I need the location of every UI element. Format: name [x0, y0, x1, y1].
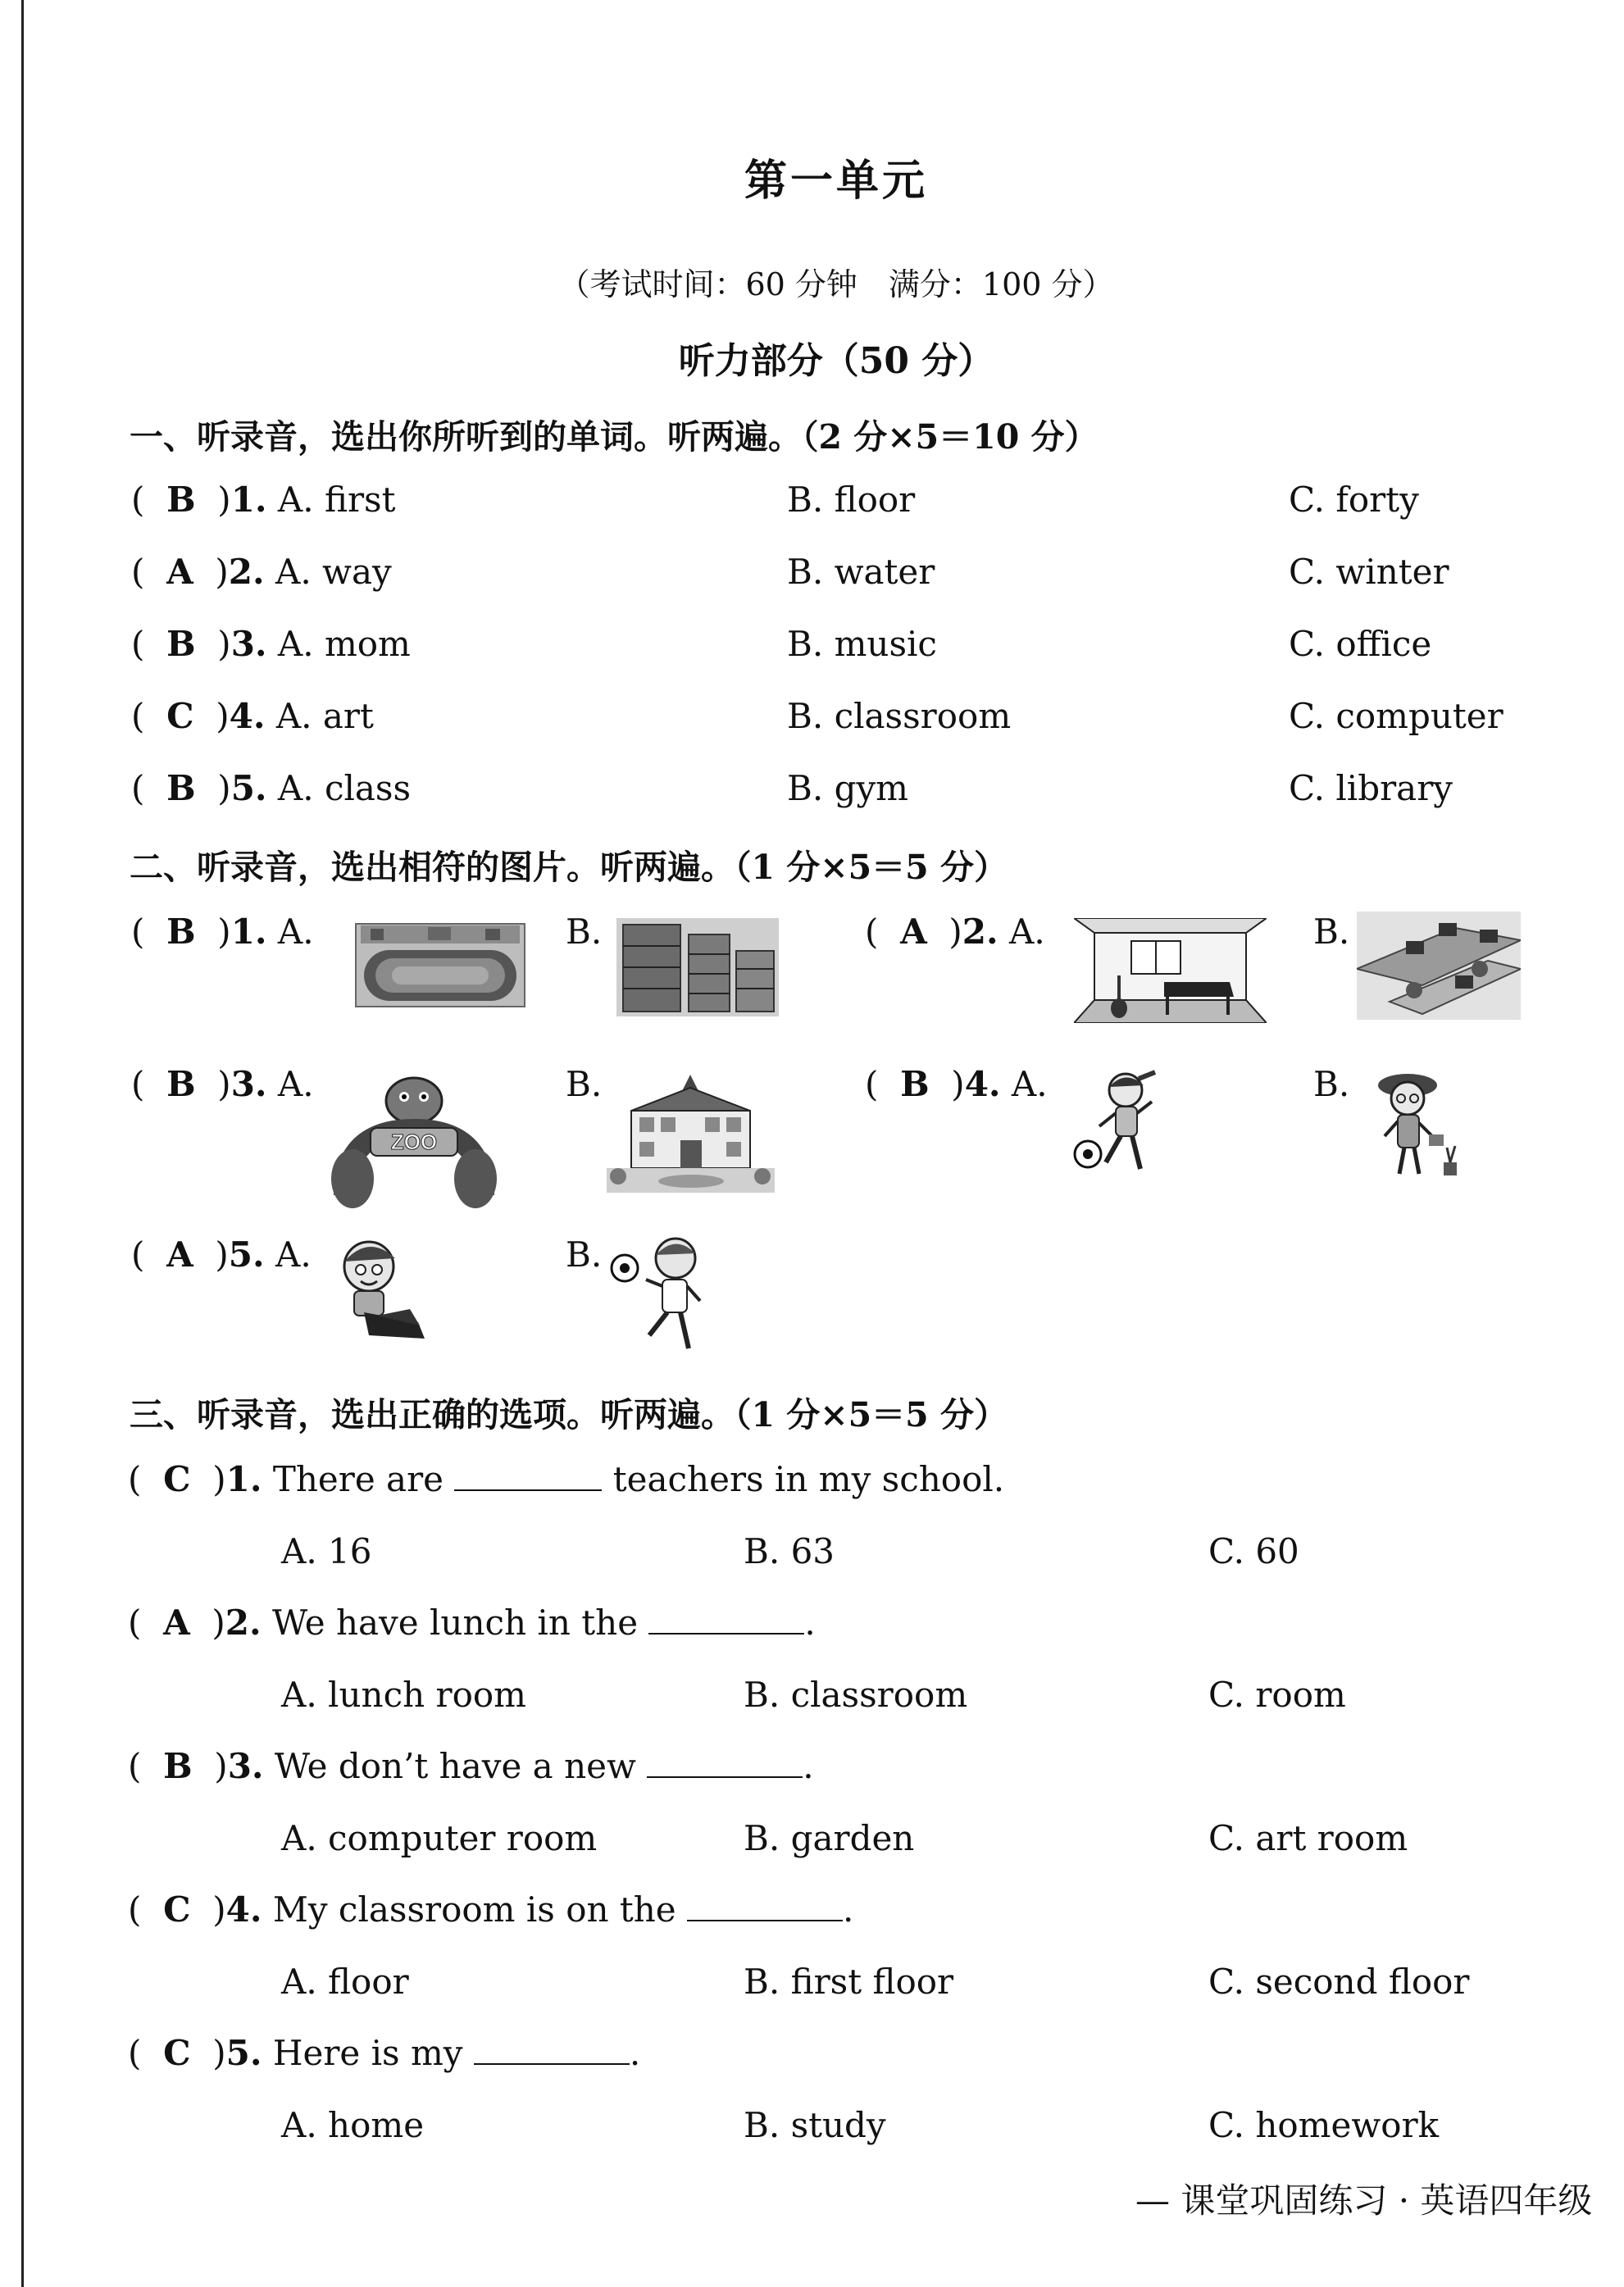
- option-a: A. home: [281, 2105, 425, 2145]
- option-c: C. computer: [1289, 696, 1503, 736]
- question-line: ( B )3. We don’t have a new .: [128, 1746, 814, 1786]
- option-c: C. library: [1289, 768, 1453, 808]
- question-number: 4.: [225, 1889, 262, 1930]
- section2-heading: 二、听录音，选出相符的图片。听两遍。（1 分×5＝5 分）: [130, 848, 1008, 887]
- question-stem-end: .: [803, 1746, 814, 1786]
- option-a-label: A.: [1009, 912, 1045, 952]
- zoo-sign-text: ZOO: [390, 1130, 438, 1154]
- answer: A: [163, 1603, 190, 1643]
- question-number: 5.: [230, 768, 267, 808]
- option-c: C. office: [1289, 624, 1432, 664]
- music-room-image: [1074, 918, 1267, 1023]
- option-a: A. class: [277, 768, 412, 808]
- running-track-image: [354, 922, 526, 1008]
- question-stem: Here is my: [272, 2033, 463, 2073]
- option-a: A. first: [277, 480, 396, 520]
- question-stem: We don’t have a new: [274, 1746, 636, 1786]
- option-c: C. homework: [1208, 2105, 1440, 2145]
- question-number: 3.: [227, 1746, 264, 1786]
- answer-blank: [687, 1913, 843, 1921]
- option-c: C. room: [1208, 1675, 1346, 1715]
- option-a-label: A.: [277, 912, 314, 952]
- answer: C: [166, 696, 194, 736]
- answer: B: [166, 624, 196, 664]
- question-stem: We have lunch in the: [272, 1603, 639, 1643]
- library-shelves-image: [616, 918, 779, 1016]
- option-a-label: A.: [277, 1064, 314, 1104]
- option-b: B. music: [787, 624, 937, 664]
- question-line: ( C )4. My classroom is on the .: [128, 1889, 854, 1930]
- answer: C: [163, 2033, 191, 2073]
- option-c: C. winter: [1289, 552, 1449, 592]
- answer: B: [163, 1746, 193, 1786]
- school-building-image: [607, 1070, 775, 1193]
- answer: B: [900, 1064, 930, 1104]
- question-stem: My classroom is on the: [272, 1889, 676, 1930]
- question-number: 5.: [228, 1234, 265, 1275]
- option-b: B. first floor: [744, 1962, 954, 2002]
- question-number: 3.: [230, 624, 267, 664]
- option-a: A. floor: [281, 1962, 409, 2002]
- answer: A: [166, 552, 193, 592]
- boy-playing-football-image: [607, 1234, 717, 1357]
- question-stem-end: .: [843, 1889, 854, 1930]
- answer-blank: [454, 1483, 602, 1491]
- option-b: B. 63: [744, 1531, 835, 1571]
- question-line: ( C )5. Here is my .: [128, 2033, 641, 2073]
- answer: C: [163, 1459, 191, 1499]
- option-a: A. computer room: [281, 1818, 598, 1858]
- exam-info: （考试时间：60 分钟 满分：100 分）: [558, 266, 1114, 302]
- section2-item-1-label: ( B )1. A.: [131, 912, 314, 952]
- question-number: 1.: [225, 1459, 262, 1499]
- page-title: 第一单元: [744, 156, 928, 206]
- answer: B: [166, 1064, 196, 1104]
- girl-playing-football-image: [1070, 1066, 1176, 1180]
- section2-item-4-option-b-label: B.: [1313, 1064, 1350, 1104]
- option-a: A. art: [275, 696, 374, 736]
- girl-gardening-image: [1365, 1066, 1467, 1180]
- option-c: C. forty: [1289, 480, 1419, 520]
- question-line: ( A )2. We have lunch in the .: [128, 1603, 816, 1643]
- answer-blank: [474, 2057, 630, 2065]
- option-a: A. lunch room: [281, 1675, 526, 1715]
- question-number: 1.: [230, 480, 267, 520]
- question-stem-end: teachers in my school.: [612, 1459, 1005, 1499]
- section2-item-5-label: ( A )5. A.: [131, 1234, 312, 1275]
- section2-item-2-option-b-label: B.: [1313, 912, 1350, 952]
- section2-item-1-option-b-label: B.: [566, 912, 603, 952]
- option-c: C. 60: [1208, 1531, 1299, 1571]
- question-number: 2.: [225, 1603, 262, 1643]
- option-a: A. way: [275, 552, 392, 592]
- answer-blank: [648, 1626, 804, 1635]
- question-number: 2.: [962, 912, 999, 952]
- answer-paren: ( C )4. A. art: [131, 696, 374, 736]
- section2-item-4-label: ( B )4. A.: [865, 1064, 1048, 1104]
- section3-heading: 三、听录音，选出正确的选项。听两遍。（1 分×5＝5 分）: [130, 1395, 1008, 1434]
- option-b: B. study: [744, 2105, 886, 2145]
- question-number: 4.: [964, 1064, 1001, 1104]
- section2-item-2-label: ( A )2. A.: [865, 912, 1045, 952]
- answer-paren: ( B )3. A. mom: [131, 624, 411, 664]
- option-b: B. garden: [744, 1818, 915, 1858]
- computer-room-image: [1357, 912, 1521, 1020]
- option-b: B. water: [787, 552, 935, 592]
- answer-paren: ( A )2. A. way: [131, 552, 392, 592]
- question-number: 5.: [225, 2033, 262, 2073]
- answer: A: [166, 1234, 193, 1275]
- answer: B: [166, 480, 196, 520]
- answer-blank: [647, 1770, 803, 1778]
- option-a: A. 16: [281, 1531, 372, 1571]
- answer: C: [163, 1889, 191, 1930]
- question-number: 3.: [230, 1064, 267, 1104]
- question-number: 2.: [228, 552, 265, 592]
- option-b: B. floor: [787, 480, 916, 520]
- section2-item-3-label: ( B )3. A.: [131, 1064, 314, 1104]
- answer: A: [900, 912, 927, 952]
- section2-item-5-option-b-label: B.: [566, 1234, 603, 1275]
- answer: B: [166, 912, 196, 952]
- question-stem-end: .: [804, 1603, 816, 1643]
- option-b: B. classroom: [744, 1675, 968, 1715]
- page-footer: — 课堂巩固练习 · 英语四年级: [1135, 2180, 1593, 2221]
- zoo-gate-image: [328, 1072, 500, 1212]
- option-c: C. art room: [1208, 1818, 1408, 1858]
- option-a-label: A.: [275, 1234, 312, 1275]
- boy-with-books-image: [328, 1234, 430, 1348]
- question-number: 4.: [229, 696, 266, 736]
- option-c: C. second floor: [1208, 1962, 1470, 2002]
- option-a-label: A.: [1011, 1064, 1048, 1104]
- answer-paren: ( B )1. A. first: [131, 480, 396, 520]
- question-stem-end: .: [629, 2033, 641, 2073]
- question-number: 1.: [230, 912, 267, 952]
- option-b: B. classroom: [787, 696, 1012, 736]
- section1-heading: 一、听录音，选出你所听到的单词。听两遍。（2 分×5＝10 分）: [130, 417, 1099, 457]
- section2-item-3-option-b-label: B.: [566, 1064, 603, 1104]
- option-a: A. mom: [277, 624, 411, 664]
- answer-paren: ( B )5. A. class: [131, 768, 412, 808]
- part-title: 听力部分（50 分）: [678, 340, 994, 382]
- question-line: ( C )1. There are teachers in my school.: [128, 1459, 1005, 1499]
- answer: B: [166, 768, 196, 808]
- option-b: B. gym: [787, 768, 909, 808]
- question-stem: There are: [272, 1459, 444, 1499]
